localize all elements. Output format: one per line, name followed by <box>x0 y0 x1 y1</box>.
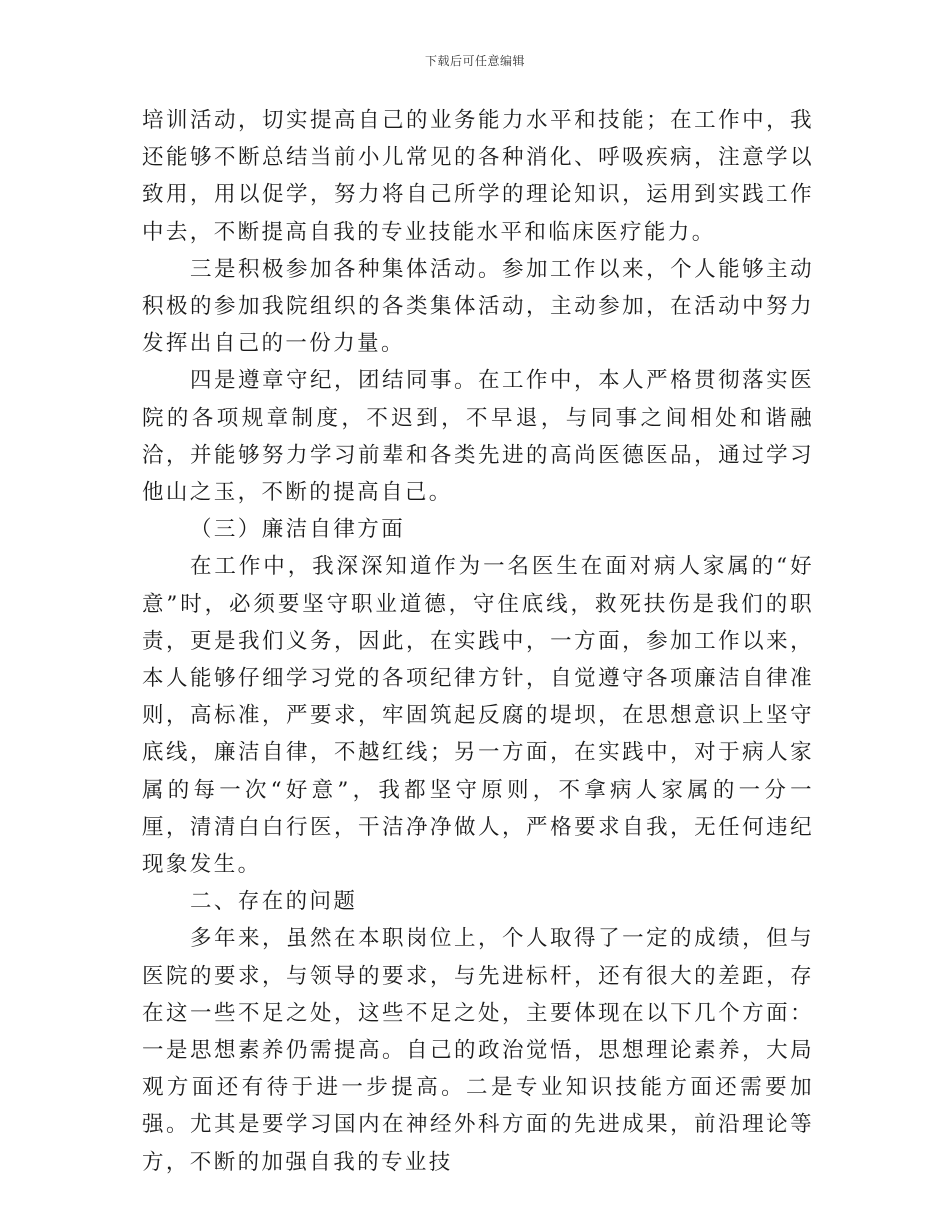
paragraph-integrity: 在工作中，我深深知道作为一名医生在面对病人家属的“好意”时，必须要坚守职业道德，守住底线，救死扶伤是我们的职责，更是我们义务，因此，在实践中，一方面，参加工作以来，本人能够仔细学习党的各项纪律方针，自觉遵守各项廉洁自律准则，高标准，严要求，牢固筑起反腐的堤坝，在思想意识上坚守底线，廉洁自律，不越红线；另一方面，在实践中，对于病人家属的每一次“好意”，我都坚守原则，不拿病人家属的一分一厘，清清白白行医，干洁净净做人，严格要求自我，无任何违纪现象发生。 <box>142 554 814 878</box>
page-header: 下载后可任意编辑 <box>424 54 525 68</box>
paragraph-training-continued: 培训活动，切实提高自己的业务能力水平和技能；在工作中，我还能够不断总结当前小儿常见的各种消化、呼吸疾病，注意学以致用，用以促学，努力将自己所学的理论知识，运用到实践工作中去，不断提高自我的专业技能水平和临床医疗能力。 <box>142 108 814 245</box>
paragraph-problems: 多年来，虽然在本职岗位上，个人取得了一定的成绩，但与医院的要求，与领导的要求，与先进标杆，还有很大的差距，存在这一些不足之处，这些不足之处，主要体现在以下几个方面：一是思想素养仍需提高。自己的政治觉悟，思想理论素养，大局观方面还有待于进一步提高。二是专业知识技能方面还需要加强。尤其是要学习国内在神经外科方面的先进成果，前沿理论等方，不断的加强自我的专业技 <box>142 926 814 1175</box>
section-heading-problems: 二、存在的问题 <box>190 889 358 915</box>
document-body <box>142 102 814 1181</box>
section-heading-integrity: （三）廉洁自律方面 <box>190 517 406 543</box>
paragraph-collective-activities: 三是积极参加各种集体活动。参加工作以来，个人能够主动积极的参加我院组织的各类集体活动，主动参加，在活动中努力发挥出自己的一份力量。 <box>142 256 814 357</box>
paragraph-discipline: 四是遵章守纪，团结同事。在工作中，本人严格贯彻落实医院的各项规章制度，不迟到，不早退，与同事之间相处和谐融洽，并能够努力学习前辈和各类先进的高尚医德医品，通过学习他山之玉，不断的提高自己。 <box>142 368 814 506</box>
